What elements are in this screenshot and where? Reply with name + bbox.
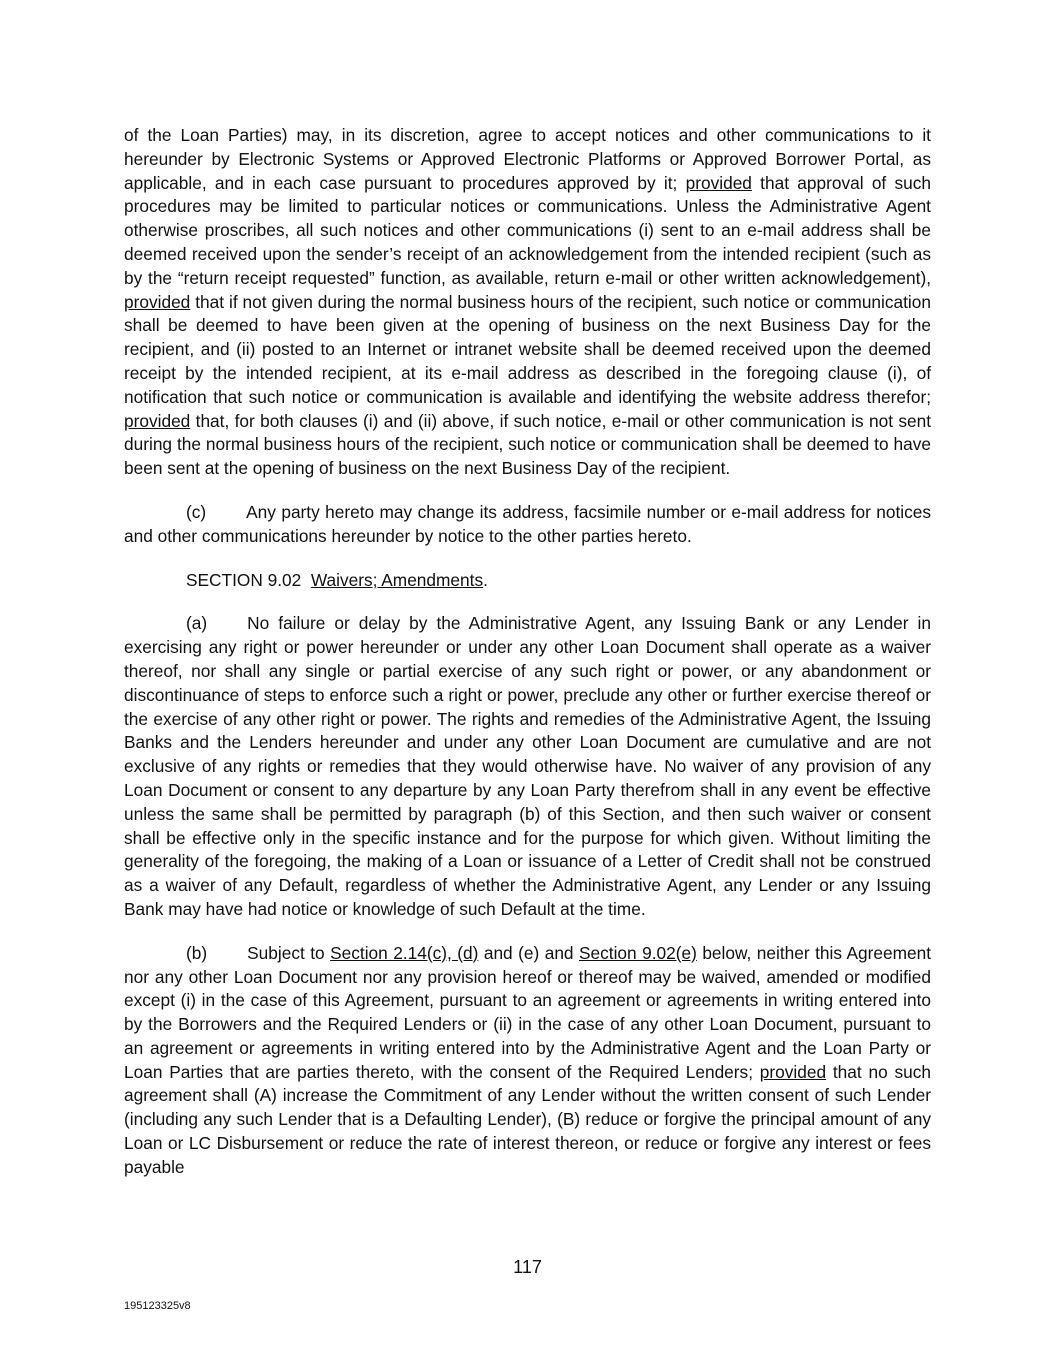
section-title: Waivers; Amendments [310,569,484,590]
paragraph-text: that if not given during the normal business hours of the recipient, such notice or communication shall be deemed to have been given at the opening of business on the next Business Day for the recipient, and (ii) posted to an Internet or intranet website shall be deemed received upon the deemed receipt by the intended recipient, at its e-mail address as described in the foregoing clause (i), of notification that such notice or communication is available and identifying the website address therefor; [124,291,931,407]
provided-term: provided [759,1061,827,1082]
paragraph-text: of the Loan Parties) may, in its discretion, agree to accept notices and other communications to it hereunder by Electronic Systems or Approved Electronic Platforms or Approved Borrower Portal, as applicable, and in each case pursuant to procedures approved by it; [124,125,931,193]
paragraph-notices-continued [124,124,931,481]
paragraph-c [124,501,931,549]
paragraph-text: that, for both clauses (i) and (ii) above, if such notice, e-mail or other communication is not sent during the normal business hours of the recipient, such notice or communication shall be deemed to have been sent at the opening of business on the next Business Day of the recipient. [124,410,931,479]
paragraph-text: below, neither this Agreement nor any other Loan Document nor any provision hereof or thereof may be waived, amended or modified except (i) in the case of this Agreement, pursuant to an agreement or agreements in writing entered into by the Borrowers and the Required Lenders or (ii) in the case of any other Loan Document, pursuant to an agreement or agreements in writing entered into by the Administrative Agent and the Loan Party or Loan Parties that are parties thereto, with the consent of the Required Lenders; [124,942,932,1082]
section-number: SECTION 9.02 [186,569,302,590]
section-reference: Section 2.14(c), (d) [330,942,479,963]
paragraph-label: (a) [186,613,208,634]
paragraph-label: (c) [186,501,207,522]
provided-term: provided [685,172,752,193]
section-title-end: . [483,569,488,590]
paragraph-text: that no such agreement shall (A) increase the Commitment of any Lender without the written consent of such Lender (including any such Lender that is a Defaulting Lender), (B) reduce or forgive the principal amount of any Loan or LC Disbursement or reduce the rate of interest thereon, or reduce or forgive any interest or fees payable [124,1061,931,1177]
paragraph-b [124,942,931,1180]
provided-term: provided [124,410,191,431]
paragraph-text: Subject to [247,942,331,963]
paragraph-text: and (e) and [478,942,579,963]
page-number: 117 [513,1257,542,1277]
document-body [124,124,931,1200]
section-heading [124,569,931,593]
paragraph-a [124,612,931,921]
paragraph-text: No failure or delay by the Administrative Agent, any Issuing Bank or any Lender in exercising any right or power hereunder or under any other Loan Document shall operate as a waiver thereof, nor shall any single or partial exercise of any such right or power, or any abandonment or discontinuance of steps to enforce such a right or power, preclude any other or further exercise thereof or the exercise of any other right or power. The rights and remedies of the Administrative Agent, the Issuing Banks and the Lenders hereunder and under any other Loan Document are cumulative and are not exclusive of any rights or remedies that they would otherwise have. No waiver of any provision of any Loan Document or consent to any departure by any Loan Party therefrom shall in any event be effective unless the same shall be permitted by paragraph (b) of this Section, and then such waiver or consent shall be effective only in the specific instance and for the purpose for which given. Without limiting the generality of the foregoing, the making of a Loan or issuance of a Letter of Credit shall not be construed as a waiver of any Default, regardless of whether the Administrative Agent, any Lender or any Issuing Bank may have had notice or knowledge of such Default at the time. [124,613,931,919]
section-reference: Section 9.02(e) [579,942,697,963]
provided-term: provided [124,291,191,312]
document-id: 195123325v8 [124,1300,191,1312]
paragraph-label: (b) [186,942,208,963]
paragraph-text: that approval of such procedures may be limited to particular notices or communications. Unless the Administrative Agent otherwise proscribes, all such notices and other communications (i) sent to an e-mail address shall be deemed received upon the sender’s receipt of an acknowledgement from the intended recipient (such as by the “return receipt requested” function, as available, return e-mail or other written acknowledgement), [124,172,931,288]
paragraph-text: Any party hereto may change its address, facsimile number or e-mail address for notices and other communications hereunder by notice to the other parties hereto. [124,501,931,546]
